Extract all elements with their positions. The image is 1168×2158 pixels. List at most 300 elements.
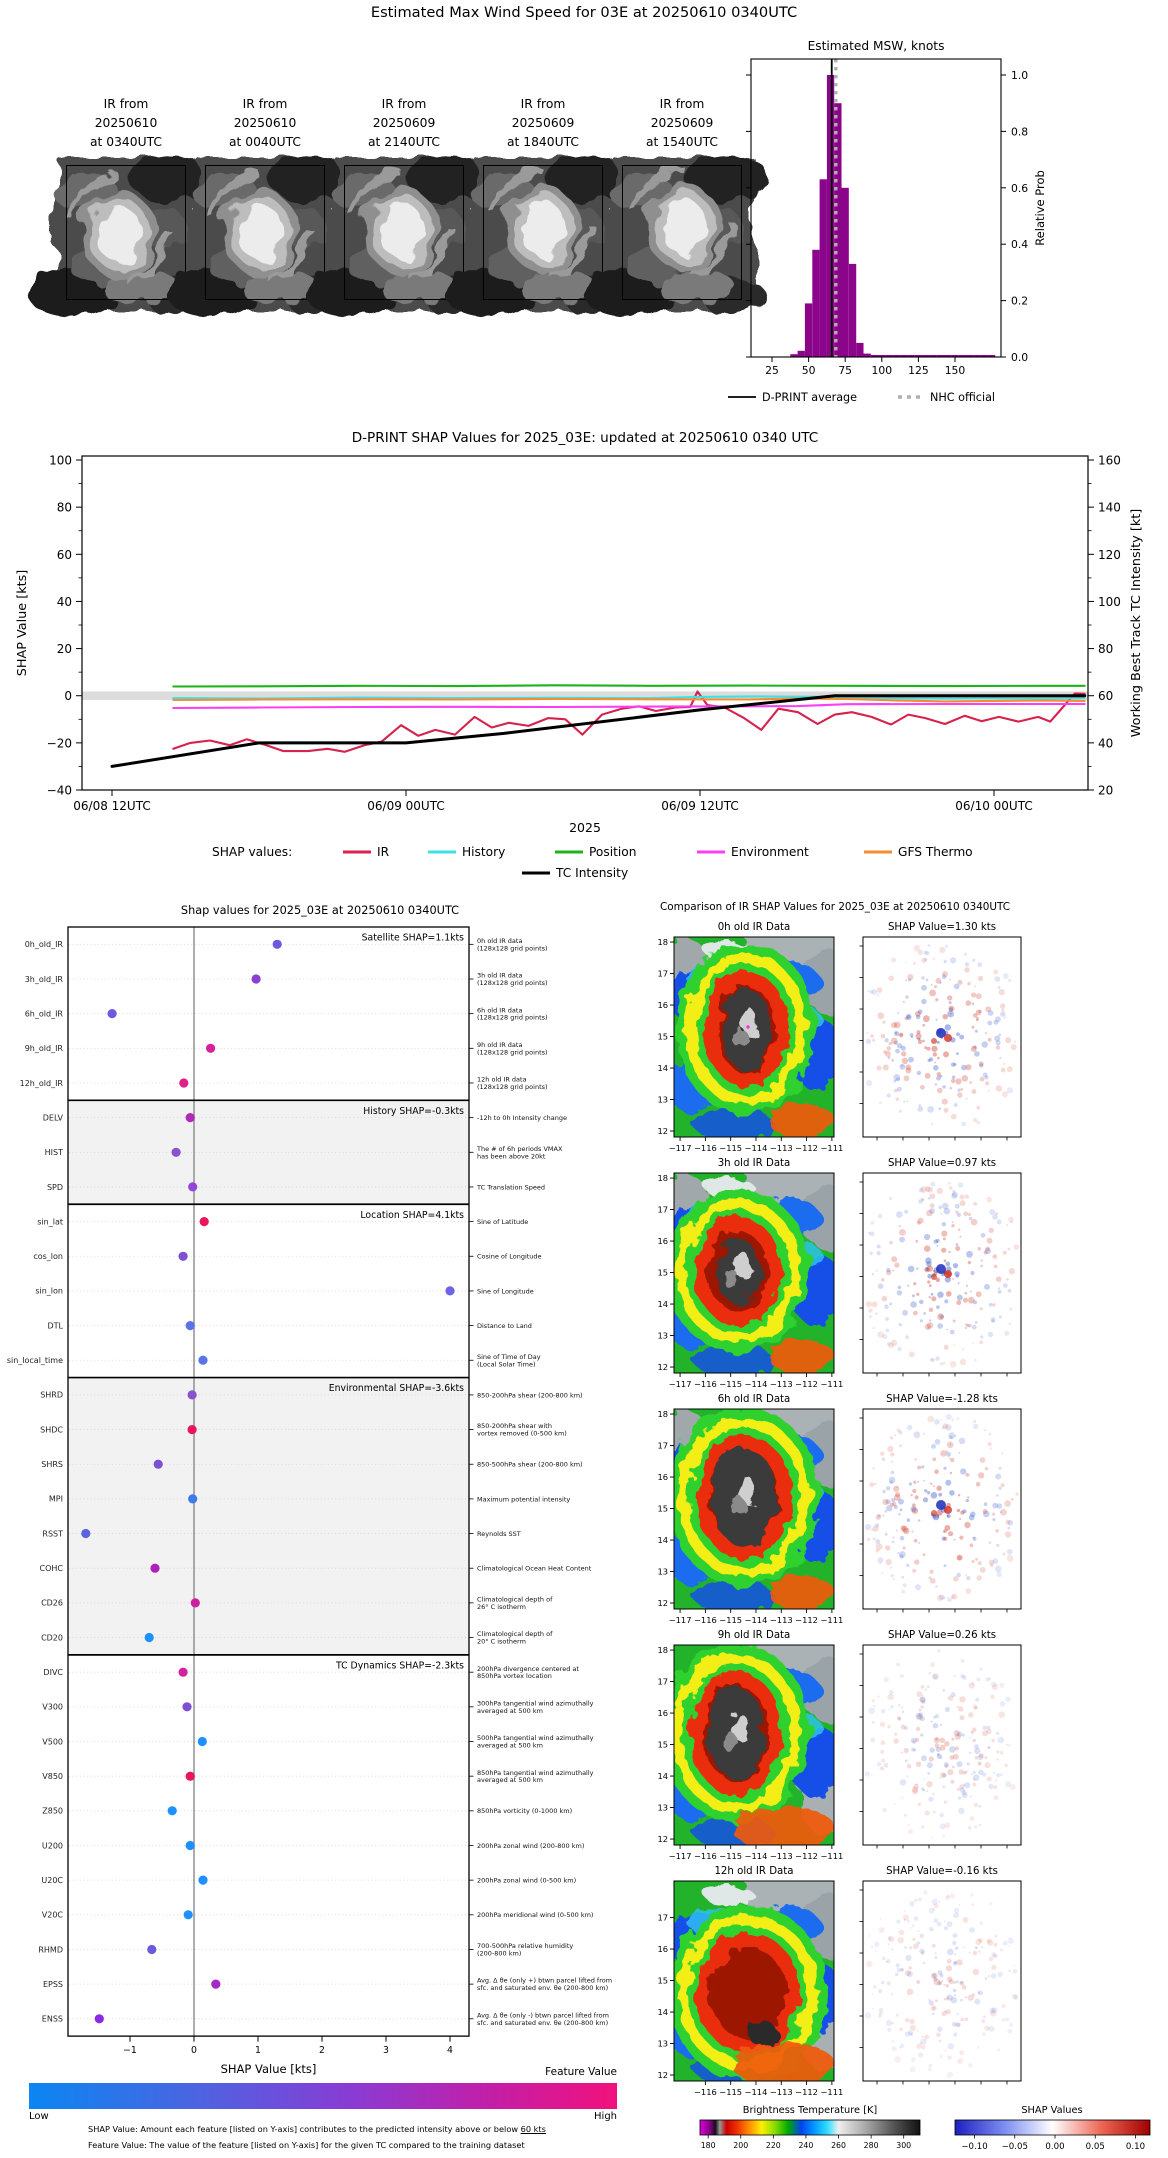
speckle — [1004, 1763, 1008, 1767]
speckle — [944, 1260, 947, 1263]
speckle — [879, 1562, 881, 1564]
speckle — [876, 1270, 878, 1272]
speckle — [943, 1785, 946, 1788]
speckle — [887, 1094, 891, 1098]
speckle — [898, 1286, 902, 1290]
speckle — [893, 1578, 895, 1580]
speckle — [923, 1312, 926, 1315]
speckle — [975, 1756, 979, 1760]
row-label: EPSS — [42, 1979, 63, 1989]
speckle — [945, 1024, 951, 1030]
speckle — [1007, 1527, 1010, 1530]
speckle — [951, 1062, 955, 1066]
tick-label: −113 — [769, 1851, 793, 1861]
speckle — [960, 1999, 963, 2002]
ir-features — [656, 921, 856, 1151]
shap-dot — [168, 1806, 177, 1815]
shap-colorbar — [955, 2120, 1150, 2135]
speckle — [880, 1452, 885, 1457]
speckle — [929, 2064, 933, 2068]
speckle — [903, 1101, 905, 1103]
speckle — [877, 1695, 879, 1697]
speckle — [888, 1342, 894, 1348]
speckle — [939, 1595, 945, 1601]
speckle — [867, 1538, 870, 1541]
tick-label: −112 — [795, 1143, 818, 1153]
ir-map — [660, 1629, 856, 1859]
speckle — [881, 1034, 885, 1038]
speckle — [945, 945, 948, 948]
speckle — [877, 1557, 883, 1563]
speckle — [891, 1461, 893, 1463]
speckle — [908, 1824, 910, 1826]
speckle — [947, 995, 952, 1000]
speckle — [888, 1943, 890, 1945]
speckle — [927, 944, 930, 947]
speckle — [903, 1583, 907, 1587]
speckle — [899, 1225, 901, 1227]
speckle — [912, 1924, 915, 1927]
speckle — [947, 1769, 953, 1775]
speckle — [904, 1814, 907, 1817]
speckle — [946, 1414, 952, 1420]
speckle — [966, 1098, 968, 1100]
ellipse — [732, 2043, 836, 2087]
speckle — [991, 1739, 995, 1743]
speckle — [951, 1114, 957, 1120]
tick-label: 25 — [765, 364, 779, 377]
speckle — [879, 2008, 884, 2013]
speckle — [1004, 1500, 1011, 1507]
dotplot-title: Shap values for 2025_03E at 20250610 0340UTC — [180, 904, 460, 917]
speckle — [925, 1689, 927, 1691]
tick-label: 125 — [908, 364, 929, 377]
tick-label: 13 — [657, 1566, 668, 1577]
speckle — [889, 1709, 891, 1711]
speckle — [877, 994, 879, 996]
speckle — [889, 1302, 892, 1305]
group-shading — [68, 1378, 469, 1655]
speckle — [974, 1825, 977, 1828]
timeseries-ylabel-right: Working Best Track TC Intensity [kt] — [1129, 508, 1144, 738]
speckle — [957, 2023, 961, 2027]
speckle — [901, 1046, 906, 1051]
speckle — [1005, 1520, 1010, 1525]
speckle — [933, 1811, 936, 1814]
speckle — [970, 1816, 975, 1821]
speckle — [923, 1433, 925, 1435]
ellipse — [768, 1577, 836, 1609]
speckle — [905, 1955, 911, 1961]
speckle — [1001, 1068, 1006, 1073]
speckle — [972, 1903, 975, 1906]
tick-label: −114 — [744, 1379, 768, 1389]
speckle — [1006, 1744, 1008, 1746]
speckle — [958, 1182, 963, 1187]
row-description: 850-500hPa shear (200-800 km) — [477, 1460, 583, 1469]
speckle — [995, 1529, 999, 1533]
speckle — [935, 1952, 937, 1954]
speckle — [932, 1358, 935, 1361]
speckle — [939, 1315, 943, 1319]
caption-line: IR from — [242, 97, 288, 111]
speckle — [1006, 1278, 1009, 1281]
speckle — [974, 1748, 980, 1754]
speckle — [967, 982, 970, 985]
speckle — [935, 1356, 940, 1361]
row-description: Cosine of Longitude — [477, 1252, 542, 1261]
speckle — [963, 1917, 969, 1923]
row-label: 6h_old_IR — [24, 1009, 63, 1019]
speckle — [1000, 1751, 1004, 1755]
tick-label: 16 — [657, 1708, 668, 1719]
speckle — [869, 1482, 874, 1487]
tick-label: 14 — [657, 1771, 668, 1782]
speckle — [909, 1351, 915, 1357]
speckle — [971, 1046, 977, 1052]
speckle — [977, 2046, 979, 2048]
speckle — [1000, 1701, 1006, 1707]
speckle — [918, 2053, 923, 2058]
speckle — [873, 1705, 875, 1707]
speckle — [974, 986, 976, 988]
row-description: 200hPa zonal wind (200-800 km) — [477, 1841, 585, 1850]
speckle — [971, 1774, 973, 1776]
bar — [798, 351, 805, 357]
speckle — [871, 1699, 875, 1703]
speckle — [896, 1530, 898, 1532]
speckle — [964, 953, 967, 956]
speckle — [988, 1784, 993, 1789]
speckle — [908, 1829, 913, 1834]
speckle — [934, 1918, 939, 1923]
row-label: V20C — [41, 1910, 63, 1920]
speckle — [910, 2019, 915, 2024]
tick-label: −115 — [719, 1851, 743, 1861]
tick-label: 13 — [657, 1094, 668, 1105]
speckle — [949, 1436, 953, 1440]
speckle — [981, 1946, 983, 1948]
row-description: averaged at 500 km — [477, 1776, 543, 1785]
speckle — [877, 1012, 884, 1019]
speckle — [904, 1946, 907, 1949]
speckle — [963, 1211, 968, 1216]
row-label: U200 — [41, 1841, 63, 1851]
speckle — [935, 1083, 937, 1085]
speckle — [958, 1282, 960, 1284]
speckle — [1005, 2018, 1009, 2022]
speckle — [943, 1051, 949, 1057]
row-label: SHRD — [40, 1390, 63, 1400]
speckle — [898, 1499, 904, 1505]
speckle — [929, 1284, 932, 1287]
speckle — [965, 1996, 967, 1998]
speckle — [1003, 973, 1009, 979]
caption-line: at 2140UTC — [368, 135, 440, 149]
speckle — [972, 959, 975, 962]
speckle — [984, 1251, 988, 1255]
speckle — [944, 960, 947, 963]
bt-colorbar — [700, 2120, 920, 2135]
speckle — [957, 2013, 959, 2015]
speckle — [923, 1789, 925, 1791]
speckle — [943, 1014, 948, 1019]
speckle — [937, 1292, 943, 1298]
speckle — [971, 1560, 974, 1563]
speckle — [917, 1941, 920, 1944]
speckle — [892, 1270, 894, 1272]
tick-label: 16 — [657, 1000, 668, 1011]
speckle — [942, 975, 947, 980]
speckle — [934, 985, 937, 988]
speckle — [956, 1275, 959, 1278]
speckle — [891, 957, 896, 962]
speckle — [1009, 1945, 1011, 1947]
speckle — [930, 1203, 935, 1208]
speckle — [912, 1569, 916, 1573]
speckle — [940, 2055, 943, 2058]
speckle — [957, 1509, 960, 1512]
speckle — [877, 1762, 881, 1766]
speckle — [931, 1721, 933, 1723]
speckle — [888, 1936, 892, 1940]
speckle — [921, 985, 927, 991]
colorbar-low-label: Low — [29, 2111, 49, 2122]
speckle — [905, 995, 908, 998]
speckle — [919, 1300, 924, 1305]
speckle — [927, 1280, 930, 1283]
speckle — [931, 1123, 933, 1125]
speckle — [889, 1477, 896, 1484]
speckle — [895, 1973, 899, 1977]
shap-cbar-tick-label: −0.05 — [1001, 2142, 1028, 2152]
speckle — [999, 989, 1005, 995]
speckle — [872, 1273, 874, 1275]
speckle — [966, 1251, 973, 1258]
speckle — [960, 1468, 966, 1474]
speckle — [972, 1325, 977, 1330]
speckle — [901, 1752, 903, 1754]
speckle — [972, 1002, 975, 1005]
speckle — [939, 947, 945, 953]
speckle — [889, 1241, 892, 1244]
ellipse — [725, 1270, 739, 1290]
speckle — [951, 1692, 956, 1697]
tick-label: −116 — [693, 1379, 717, 1389]
speckle — [957, 1418, 959, 1420]
row-description: Avg. Δ θe (only +) btwn parcel lifted from — [477, 1976, 613, 1985]
speckle — [934, 1469, 939, 1474]
speckle — [953, 1989, 957, 1993]
shap-dot — [273, 940, 282, 949]
row-label: 3h_old_IR — [24, 974, 63, 984]
speckle — [937, 1649, 941, 1653]
ellipse — [522, 200, 564, 258]
comparison-title: Comparison of IR SHAP Values for 2025_03E at 20250610 0340UTC — [659, 901, 1011, 913]
speckle — [992, 1303, 995, 1306]
speckle — [972, 1739, 976, 1743]
speckle — [906, 1064, 912, 1070]
ellipse — [381, 202, 423, 260]
timeseries-box — [82, 456, 1088, 790]
row-label: sin_lat — [37, 1217, 63, 1227]
speckle — [890, 1705, 893, 1708]
speckle — [891, 1993, 893, 1995]
speckle — [916, 1691, 922, 1697]
speckle — [916, 1727, 920, 1731]
speckle — [949, 1001, 952, 1004]
speckle — [943, 1237, 946, 1240]
speckle — [884, 1038, 888, 1042]
speckle — [929, 1319, 931, 1321]
speckle — [876, 1543, 883, 1550]
footnote-text: SHAP Value: Amount each feature [listed on Y-axis] contributes to the predicted intensity above or below — [88, 2124, 521, 2134]
speckle — [867, 1032, 869, 1034]
shap-dot — [198, 1356, 207, 1365]
speckle — [908, 2030, 913, 2035]
speckle — [988, 1332, 993, 1337]
speckle — [931, 1293, 934, 1296]
dotplot-xlabel: SHAP Value [kts] — [220, 2062, 317, 2077]
speckle — [943, 1529, 947, 1533]
speckle — [935, 1999, 938, 2002]
tick-label: −116 — [693, 1615, 717, 1625]
tick-label: 17 — [657, 1204, 668, 1215]
speckle — [973, 1951, 978, 1956]
speckle — [972, 1993, 976, 1997]
speckle — [950, 1780, 954, 1784]
speckle — [923, 1480, 925, 1482]
speckle — [969, 1952, 971, 1954]
thumb-caption — [195, 95, 335, 152]
tick-label: −116 — [693, 2087, 717, 2097]
speckle — [965, 1292, 968, 1295]
speckle — [916, 1762, 921, 1767]
bar — [827, 75, 834, 357]
speckle — [898, 1704, 900, 1706]
timeseries-axes — [47, 454, 1121, 813]
speckle — [952, 1419, 954, 1421]
speckle — [943, 1984, 945, 1986]
timeseries-ylabel-left: SHAP Value [kts] — [15, 569, 30, 677]
speckle — [978, 1761, 982, 1765]
speckle — [907, 1971, 913, 1977]
speckle — [957, 1706, 959, 1708]
speckle — [988, 1038, 992, 1042]
speckle — [1008, 979, 1011, 982]
row-description: (Local Solar Time) — [477, 1360, 536, 1369]
speckle — [925, 1257, 931, 1263]
speckle — [940, 1724, 942, 1726]
speckle — [1005, 1729, 1007, 1731]
row-description: 850hPa vorticity (0-1000 km) — [477, 1807, 573, 1816]
speckle — [886, 2020, 892, 2026]
speckle — [873, 1985, 876, 1988]
core-blob — [944, 1270, 952, 1278]
speckle — [944, 1920, 946, 1922]
tick-label: 80 — [1098, 642, 1114, 657]
tick-label: 14 — [657, 1535, 668, 1546]
speckle — [1005, 1697, 1010, 1702]
speckle — [1013, 1965, 1015, 1967]
speckle — [1011, 1498, 1014, 1501]
speckle — [933, 1723, 939, 1729]
speckle — [978, 1951, 980, 1953]
speckle — [881, 1759, 885, 1763]
speckle — [930, 1182, 935, 1187]
speckle — [931, 1492, 938, 1499]
speckle — [984, 1429, 986, 1431]
speckle — [959, 1438, 966, 1445]
speckle — [987, 1777, 992, 1782]
tick-label: 12 — [657, 1362, 668, 1373]
speckle — [894, 1031, 897, 1034]
speckle — [978, 976, 983, 981]
speckle — [994, 1265, 998, 1269]
speckle — [995, 1779, 997, 1781]
speckle — [921, 2045, 925, 2049]
speckle — [959, 1236, 961, 1238]
speckle — [914, 1898, 918, 1902]
speckle — [927, 1762, 933, 1768]
shap-dot — [188, 1390, 197, 1399]
speckle — [925, 1324, 931, 1330]
row-label: SHRS — [41, 1460, 63, 1470]
tick-label: 17 — [657, 968, 668, 979]
speckle — [927, 1047, 931, 1051]
feature-value-colorbar-title: Feature Value — [545, 2066, 617, 2078]
speckle — [903, 1914, 909, 1920]
speckle — [979, 1667, 982, 1670]
speckle — [953, 1320, 956, 1323]
speckle — [969, 1752, 971, 1754]
speckle — [963, 1784, 965, 1786]
ir-thumbnail-image — [205, 165, 325, 300]
speckle — [975, 1030, 978, 1033]
shap-cbar-tick-label: 0.00 — [1045, 2142, 1065, 2152]
speckle — [918, 1542, 920, 1544]
speckle — [903, 1546, 906, 1549]
speckle — [958, 1808, 965, 1815]
speckle — [936, 1486, 941, 1491]
speckle — [909, 1482, 912, 1485]
speckle — [985, 1467, 988, 1470]
speckle — [965, 1194, 969, 1198]
speckle — [1009, 1322, 1012, 1325]
speckle — [894, 1733, 897, 1736]
speckle — [960, 1674, 964, 1678]
colorbar-high-label: High — [594, 2111, 617, 2122]
shap-dot — [191, 1598, 200, 1607]
speckle — [884, 1304, 889, 1309]
speckle — [1007, 1555, 1014, 1562]
speckle — [994, 1943, 998, 1947]
speckle — [959, 1536, 963, 1540]
speckle — [976, 1019, 978, 1021]
row-label: Z850 — [42, 1806, 63, 1816]
speckle — [950, 1472, 952, 1474]
ellipse — [723, 1732, 737, 1752]
speckle — [917, 1481, 919, 1483]
ellipse — [768, 1341, 836, 1373]
speckle — [913, 962, 916, 965]
speckle — [929, 1308, 933, 1312]
speckle — [981, 1259, 983, 1261]
speckle — [946, 1994, 952, 2000]
speckle — [880, 1722, 885, 1727]
speckle — [994, 976, 1000, 982]
speckle — [997, 1758, 999, 1760]
